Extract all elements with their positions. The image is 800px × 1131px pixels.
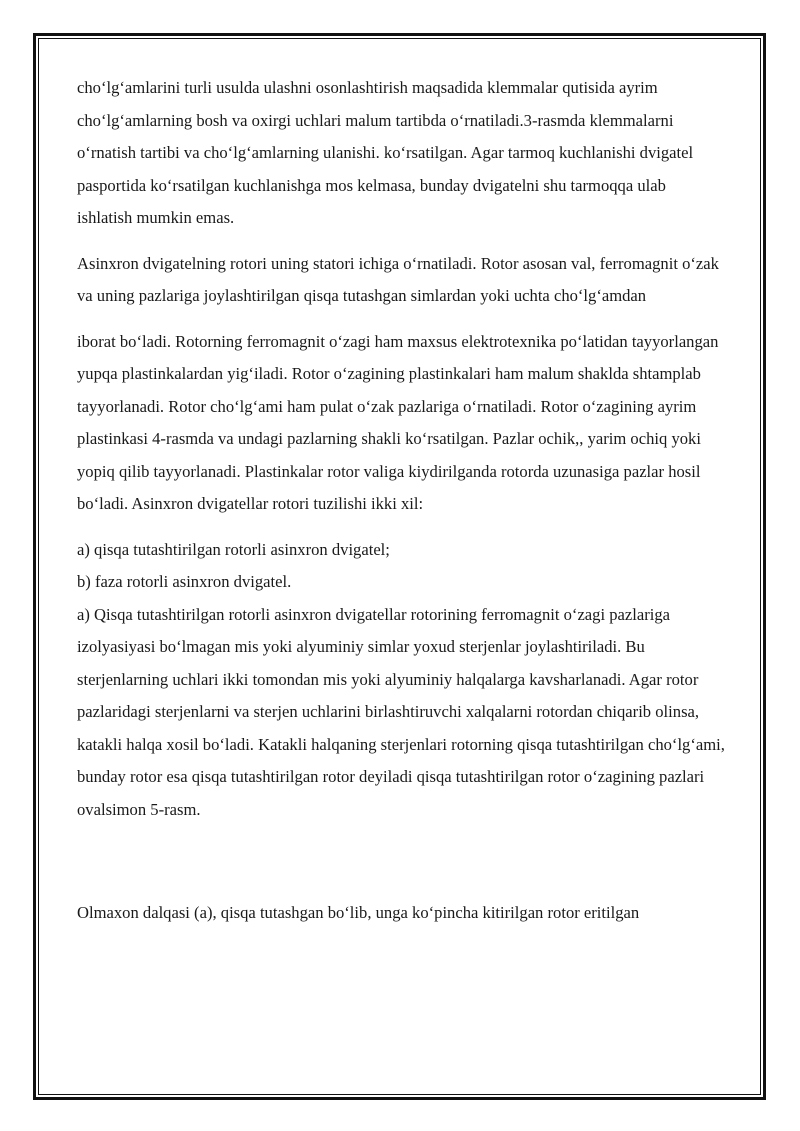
list-item-squirrel-cage: a) qisqa tutashtirilgan rotorli asinxron dvigatel; (77, 539, 390, 559)
paragraph-rotor-core: iborat bo‘ladi. Rotorning ferromagnit o‘zagi ham maxsus elektrotexnika po‘latidan tayyorlangan yupqa plastinkalardan yig‘iladi. Rotor o‘zagining plastinkalari ham malum shaklda shtamplab tayyorlanadi. Rotor cho‘lg‘ami ham pulat o‘zak pazlariga o‘rnatiladi. Rotor o‘zagining ayrim plastinkasi 4-rasmda va undagi pazlarning shakli ko‘rsatilgan. Pazlar ochik,, yarim ochiq yoki yopiq qilib tayyorlanadi. Plastinkalar rotor valiga kiydirilganda rotorda uzunasiga pazlar hosil bo‘ladi. Asinxron dvigatellar rotori tuzilishi ikki xil: (77, 331, 719, 513)
list-item-phase-rotor: b) faza rotorli asinxron dvigatel. (77, 572, 292, 591)
paragraph-rotor-intro: Asinxron dvigatelning rotori uning statori ichiga o‘rnatiladi. Rotor asosan val, ferromagnit o‘zak va uning pazlariga joylashtirilgan qisqa tutashgan simlardan yoki uchta cho‘lg‘amdan (77, 253, 719, 305)
document-body (77, 72, 725, 943)
paragraph-closing: Olmaxon dalqasi (a), qisqa tutashgan bo‘lib, unga ko‘pincha kitirilgan rotor eritilgan (77, 903, 640, 922)
blank-space (77, 839, 725, 897)
paragraph-terminal-box: cho‘lg‘amlarini turli usulda ulashni osonlashtirish maqsadida klemmalar qutisida ayrim cho‘lg‘amlarning bosh va oxirgi uchlari malum tartibda o‘rnatiladi.3-rasmda klemmalarni o‘rnatish tartibi va cho‘lg‘amlarning ulanishi. ko‘rsatilgan. Agar tarmoq kuchlanishi dvigatel pasportida ko‘rsatilgan kuchlanishga mos kelmasa, bunday dvigatelni shu tarmoqqa ulab ishlatish mumkin emas. (77, 78, 694, 227)
paragraph-squirrel-cage-detail: a) Qisqa tutashtirilgan rotorli asinxron dvigatellar rotorining ferromagnit o‘zagi pazlariga izolyasiyasi bo‘lmagan mis yoki alyuminiy simlar yoxud sterjenlar joylashtiriladi. Bu sterjenlarning uchlari ikki tomondan mis yoki alyuminiy halqalarga kavsharlanadi. Agar rotor pazlaridagi sterjenlarni va sterjen uchlarini birlashtiruvchi xalqalarni rotordan chiqarib olinsa, katakli halqa xosil bo‘ladi. Katakli halqaning sterjenlari rotorning qisqa tutashtirilgan cho‘lg‘ami, bunday rotor esa qisqa tutashtirilgan rotor deyiladi qisqa tutashtirilgan rotor o‘zagining pazlari ovalsimon 5-rasm. (77, 604, 725, 819)
